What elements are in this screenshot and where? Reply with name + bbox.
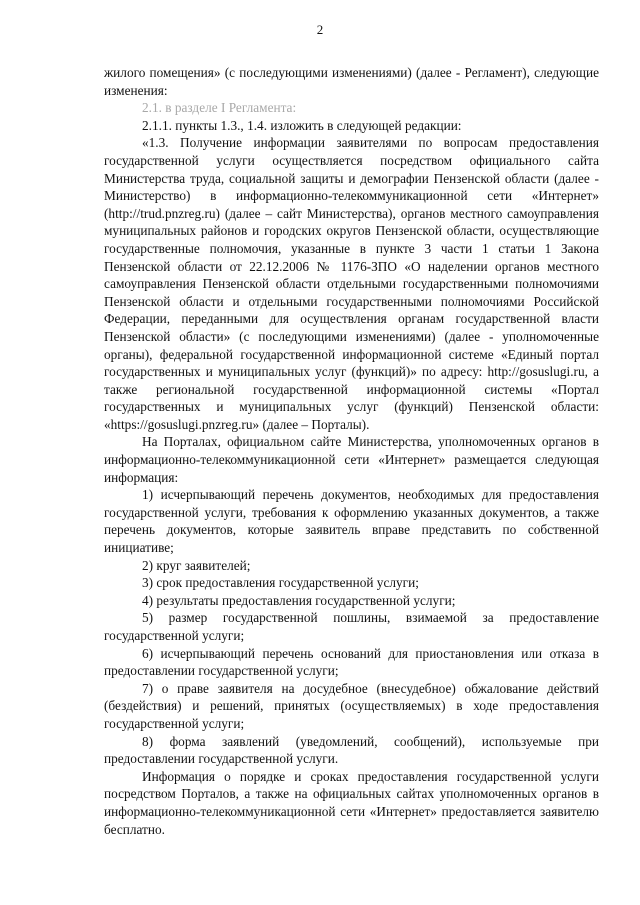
list-item-7: 7) о праве заявителя на досудебное (внесудебное) обжалование действий (бездействия) и решений, принятых (осуществляемых) в ходе предоставления государственной услуги;	[104, 680, 599, 731]
paragraph-free-of-charge: Информация о порядке и сроках предоставления государственной услуги посредством Порталов, а также на официальных сайтах уполномоченных органов в информационно-телекоммуникационной сети «Интернет» предоставляется заявителю бесплатно.	[104, 768, 599, 837]
list-item-3: 3) срок предоставления государственной услуги;	[142, 575, 419, 591]
paragraph-section-heading: 2.1. в разделе I Регламента:	[142, 100, 297, 116]
paragraph-subsection: 2.1.1. пункты 1.3., 1.4. изложить в следующей редакции:	[142, 117, 462, 133]
paragraph-portals-info: На Порталах, официальном сайте Министерства, уполномоченных органов в информационно-телекоммуникационной сети «Интернет» размещается следующая информация:	[104, 434, 599, 485]
list-item-6: 6) исчерпывающий перечень оснований для приостановления или отказа в предоставлении государственной услуги;	[104, 645, 599, 679]
list-item-2: 2) круг заявителей;	[142, 557, 251, 573]
list-item-1: 1) исчерпывающий перечень документов, необходимых для предоставления государственной услуги, требования к оформлению указанных документов, а также перечень документов, которые заявитель вправе представить по собственной инициативе;	[104, 487, 599, 556]
paragraph-intro-continuation: жилого помещения» (с последующими изменениями) (далее - Регламент), следующие изменения:	[104, 65, 599, 98]
list-item-8: 8) форма заявлений (уведомлений, сообщений), используемые при предоставлении государственной услуги.	[104, 733, 599, 767]
list-item-5: 5) размер государственной пошлины, взимаемой за предоставление государственной услуги;	[104, 610, 599, 643]
document-body	[104, 64, 599, 838]
list-item-4: 4) результаты предоставления государственной услуги;	[142, 592, 456, 608]
paragraph-clause-1-3: «1.3. Получение информации заявителями по вопросам предоставления государственной услуги осуществляется посредством официального сайта Министерства труда, социальной защиты и демографии Пензенской области (далее - Министерство) в информационно-телекоммуникационной сети «Интернет» (http://trud.pnzreg.ru) (далее – сайт Министерства), органов местного самоуправления муниципальных районов и городских округов Пензенской области, осуществляющие государственные полномочия, указанные в пункте 3 части 1 статьи 1 Закона Пензенской области от 22.12.2006 № 1176-ЗПО «О наделении органов местного самоуправления Пензенской области отдельными государственными полномочиями Пензенской области и отдельными государственными полномочиями Российской Федерации, переданными для осуществления органам государственной власти Пензенской области» (с последующими изменениями) (далее - уполномоченные органы), федеральной государственной информационной системе «Единый портал государственных и муниципальных услуг (функций)» по адресу: http://gosuslugi.ru, а также региональной государственной информационной системы «Портал государственных и муниципальных услуг (функций) Пензенской области: «https://gosuslugi.pnzreg.ru» (далее – Порталы).	[104, 135, 599, 432]
page-number: 2	[316, 22, 324, 37]
